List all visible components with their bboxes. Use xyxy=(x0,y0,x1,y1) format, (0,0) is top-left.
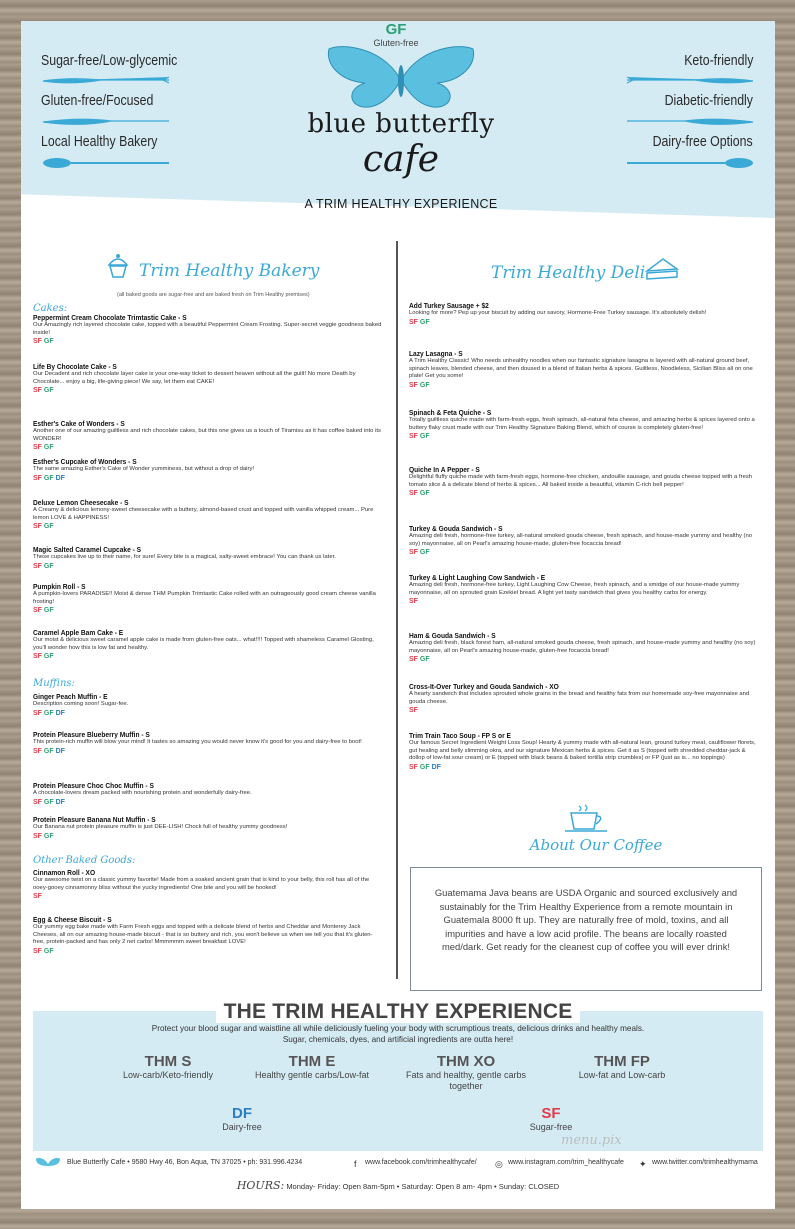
tag-sf: SF xyxy=(409,656,418,664)
item-tags xyxy=(33,832,383,841)
item-description: These cupcakes live up to their name, for sure! Every bite is a magical, salty-sweet embrace! You can thank us later. xyxy=(33,554,336,560)
item-description: A Trim Healthy Classic! Who needs unhealthy noodles when our fantastic signature lasagna is layered with all-natural ground beef, spinach leaves, blended cheese, and then doused in a blend of Italian herbs & spices. Guiltless, Noodleless, Sicilian Bliss all on one plate! Get you some! xyxy=(409,358,753,380)
knife-icon xyxy=(41,116,171,128)
item-name: Protein Pleasure Choc Choc Muffin - S xyxy=(33,781,154,790)
thm-s-code: THM S xyxy=(144,1053,192,1070)
feature-sugar-free: Sugar-free/Low-glycemic xyxy=(41,53,178,69)
item-tags xyxy=(33,747,383,756)
tag-sf: SF xyxy=(33,893,42,901)
menu-item xyxy=(409,731,761,772)
item-description: Amazing deli fresh, hormone-free turkey, all-natural smoked gouda cheese, fresh spinach, and house-made yummy and healthy (no soy) mayonnaise, all on Pearl's amazing house-made, gluten-free focaccia bread! xyxy=(409,533,753,547)
item-tags xyxy=(409,706,761,715)
item-name: Quiche In A Pepper - S xyxy=(409,465,480,474)
thm-fp-label: Low-fat and Low-carb xyxy=(578,1070,666,1080)
item-name: Trim Train Taco Soup - FP S or E xyxy=(409,731,511,740)
menu-item xyxy=(33,457,383,483)
tag-sf: SF xyxy=(33,607,42,615)
thm-xo xyxy=(401,1053,531,1092)
thm-e xyxy=(233,1053,391,1081)
item-tags xyxy=(409,548,761,557)
tag-gf: GF xyxy=(419,763,430,771)
item-tags xyxy=(33,562,383,571)
tag-gf: GF xyxy=(43,747,54,755)
item-description: Our Banana nut protein pleasure muffin is just DEE-LISH! Chock full of healthy yummy goodness! xyxy=(33,824,288,830)
menu-item xyxy=(409,524,761,557)
knife-icon-right xyxy=(625,116,755,128)
menu-item xyxy=(409,349,761,390)
item-description: Amazing deli fresh, black forest ham, all-natural smoked gouda cheese, fresh spinach, and house-made yummy and healthy (no soy) mayonnaise, all on Pearl's amazing house-made, gluten-free focaccia bread! xyxy=(409,640,756,654)
tag-sf: SF xyxy=(33,798,42,806)
item-name: Ham & Gouda Sandwich - S xyxy=(409,631,496,640)
menu-item xyxy=(409,682,761,715)
tag-sf: SF xyxy=(409,598,418,606)
item-tags xyxy=(33,798,383,807)
item-description: Delightful fluffy quiche made with farm-fresh eggs, hormone-free chicken, andouille sausage, and gouda cheese topped with a fresh tomato slice & a delicate blend of herbs & spices... All baked inside a beautiful, vitamin C-rich bell pepper! xyxy=(409,474,753,488)
item-tags xyxy=(409,432,761,441)
item-name: Esther's Cake of Wonders - S xyxy=(33,419,125,428)
item-tags xyxy=(33,709,383,718)
item-tags xyxy=(409,597,761,606)
menu-item xyxy=(409,631,761,664)
item-description: Amazing deli fresh, hormone-free turkey, Light Laughing Cow Cheese, fresh spinach, and a smidge of our house-made yummy mayonnaise, all on sprouted grain Ezekiel bread. A light yet tasty sandwich that gives you healthy carbs for energy. xyxy=(409,582,740,596)
tag-sf: SF xyxy=(33,947,42,955)
item-description: A pumpkin-lovers PARADISE!! Moist & dense THM Pumpkin Trimtastic Cake rolled with an outrageously good cream cheese vanilla frosting! xyxy=(33,591,376,605)
coffee-cup-icon xyxy=(563,803,609,835)
item-tags xyxy=(409,655,761,664)
thm-title: THE TRIM HEALTHY EXPERIENCE xyxy=(216,1000,581,1023)
item-description: Our yummy egg bake made with Farm Fresh eggs and topped with a delicate blend of herbs and Cheddar and Monterey Jack Cheeses, all on our amazing house-made biscuit - that is so buttery and rich, you won't believe us when we tell you that it's gluten-free, protein-packed and has only 2 net carbs! Mmmmmm sweet breakfast LOVE! xyxy=(33,924,373,946)
thm-intro xyxy=(21,1023,775,1045)
section-cakes: Cakes: xyxy=(33,303,68,314)
tag-gf: GF xyxy=(43,444,54,452)
item-description: Our awesome twist on a classic yummy favorite! Made from a soaked ancient grain that is kind to your belly, this roll has all of the ooey-gooey cinnamonny bliss without the yucky ingredients! One bite and you will be hooked! xyxy=(33,877,370,891)
tag-gf: GF xyxy=(43,798,54,806)
item-tags xyxy=(409,763,761,772)
tag-gf: GF xyxy=(43,947,54,955)
coffee-title: About Our Coffee xyxy=(529,836,663,854)
item-tags xyxy=(33,947,383,956)
item-name: Protein Pleasure Banana Nut Muffin - S xyxy=(33,815,156,824)
feature-diabetic: Diabetic-friendly xyxy=(664,93,753,109)
tag-sf: SF xyxy=(409,433,418,441)
footer-instagram[interactable]: www.instagram.com/trim_healthycafe xyxy=(508,1159,624,1166)
footer-facebook[interactable]: www.facebook.com/trimhealthycafe/ xyxy=(365,1159,477,1166)
tag-gf: GF xyxy=(43,474,54,482)
menu-item xyxy=(409,301,761,327)
sandwich-icon xyxy=(645,257,679,281)
menu-item xyxy=(33,419,383,452)
item-name: Turkey & Gouda Sandwich - S xyxy=(409,524,503,533)
item-name: Caramel Apple Bam Cake - E xyxy=(33,628,124,637)
tag-gf: GF xyxy=(419,381,430,389)
tag-sf: SF xyxy=(33,653,42,661)
footer-address: Blue Butterfly Cafe • 9580 Hwy 46, Bon Aqua, TN 37025 • ph: 931.996.4234 xyxy=(67,1159,303,1166)
tag-sf: SF xyxy=(409,549,418,557)
menu-item xyxy=(33,545,383,571)
item-description: Looking for more? Pep up your biscuit by adding our savory, Hormone-Free Turkey sausage. It's absolutely delish! xyxy=(409,310,707,316)
tag-sf: SF xyxy=(33,747,42,755)
tag-sf: SF xyxy=(409,318,418,326)
item-name: Peppermint Cream Chocolate Trimtastic Cake - S xyxy=(33,313,187,322)
tag-df: DF xyxy=(55,747,65,755)
menu-sheet xyxy=(21,21,775,1209)
thm-fp xyxy=(557,1053,687,1081)
tag-df-code: DF xyxy=(232,1105,252,1122)
item-name: Egg & Cheese Biscuit - S xyxy=(33,915,112,924)
menu-item xyxy=(33,730,383,756)
column-divider xyxy=(396,241,398,979)
tag-sf: SF xyxy=(409,490,418,498)
tag-gf: GF xyxy=(43,709,54,717)
item-description: Our Decadent and rich chocolate layer cake is your one-way ticket to dessert heaven without all the guilt! No more Death by Chocolate... enjoy a big, life-giving piece! We say, let them eat CAKE! xyxy=(33,371,356,385)
tag-gf-code: GF xyxy=(385,21,407,38)
tag-gf: GF xyxy=(43,832,54,840)
tag-sf: SF xyxy=(33,444,42,452)
thm-xo-code: THM XO xyxy=(436,1053,496,1070)
instagram-icon: ◎ xyxy=(495,1159,503,1169)
feature-dairy-free: Dairy-free Options xyxy=(652,134,753,150)
item-description: This protein-rich muffin will blow your mind! It tastes so amazing you would never know it's good for you and dairy-free to boot! xyxy=(33,739,362,745)
tag-gf: GF xyxy=(419,549,430,557)
item-description: A Creamy & delicious lemony-sweet cheesecake with a buttery, almond-based crust and topped with vanilla whipped cream... Pure lemon LOVE & HAPPINESS! xyxy=(33,507,374,521)
tag-sf: SF xyxy=(33,709,42,717)
tag-gf: GF xyxy=(419,490,430,498)
thm-line2: Sugar, chemicals, dyes, and artificial ingredients are outta here! xyxy=(282,1035,514,1044)
tag-sf: SF xyxy=(33,474,42,482)
item-tags xyxy=(33,337,383,346)
item-name: Deluxe Lemon Cheesecake - S xyxy=(33,498,129,507)
menu-item xyxy=(409,573,761,606)
cupcake-icon xyxy=(105,251,131,279)
menu-item xyxy=(33,498,383,531)
tag-sf xyxy=(496,1105,606,1133)
item-description: Our famous Secret Ingredient Weight Loss Soup! Hearty & yummy made with all-natural lean, ground turkey meat, cauliflower florets, gut healing and belly slimming okra, and our signature Mexican herbs & spices. Get it as S (topped with shredded cheddar-jack & dollop of low-fat sour cream) or E (topped with black beans & baked tortilla strip crumbles) or FP (just as is... no toppings) xyxy=(409,740,756,762)
item-name: Lazy Lasagna - S xyxy=(409,349,463,358)
item-name: Magic Salted Caramel Cupcake - S xyxy=(33,545,142,554)
tag-df: DF xyxy=(55,709,65,717)
bakery-note: (all baked goods are sugar-free and are baked fresh on Trim Healthy premises) xyxy=(117,292,310,298)
fork-icon-right xyxy=(625,75,755,87)
feature-local-bakery: Local Healthy Bakery xyxy=(41,134,158,150)
feature-gluten-free: Gluten-free/Focused xyxy=(41,93,154,109)
tag-sf: SF xyxy=(33,338,42,346)
menu-item xyxy=(409,408,761,441)
tag-gf: GF xyxy=(43,338,54,346)
tag-gf: GF xyxy=(43,387,54,395)
item-name: Add Turkey Sausage + $2 xyxy=(409,301,489,310)
brand-name: blue butterfly xyxy=(307,109,495,139)
tag-sf: SF xyxy=(409,381,418,389)
item-tags xyxy=(409,318,761,327)
tag-sf: SF xyxy=(33,832,42,840)
thm-e-label: Healthy gentle carbs/Low-fat xyxy=(254,1070,370,1080)
watermark: menu.pix xyxy=(561,1133,622,1148)
tag-gf xyxy=(341,21,451,49)
thm-line1: Protect your blood sugar and waistline all while deliciously fueling your body with scrumptious treats, delicious drinks and healthy meals. xyxy=(151,1024,645,1033)
item-description: The same amazing Esther's Cake of Wonder yumminess, but without a drop of dairy! xyxy=(33,466,255,472)
coffee-box xyxy=(410,867,762,991)
feature-keto: Keto-friendly xyxy=(683,53,753,69)
item-name: Life By Chocolate Cake - S xyxy=(33,362,117,371)
tag-df-label: Dairy-free xyxy=(222,1122,262,1132)
spoon-icon-right xyxy=(625,157,755,169)
item-description: Description coming soon! Sugar-fee. xyxy=(33,701,129,707)
section-muffins: Muffins: xyxy=(33,678,75,689)
menu-item xyxy=(33,692,383,718)
tag-gf: GF xyxy=(419,318,430,326)
footer-twitter[interactable]: www.twitter.com/trimhealthymama xyxy=(652,1159,758,1166)
item-description: Our moist & delicious sweet caramel apple cake is made from gluten-free oats... what!!!! Topped with shameless Caramel Glosting, you'll wonder how this is low fat and healthy. xyxy=(33,637,374,651)
tag-df xyxy=(187,1105,297,1133)
item-tags xyxy=(409,489,761,498)
tag-gf-label: Gluten-free xyxy=(373,38,419,48)
item-tags xyxy=(33,474,383,483)
spoon-icon xyxy=(41,157,171,169)
menu-item xyxy=(33,313,383,346)
item-tags xyxy=(33,892,383,901)
menu-item xyxy=(33,628,383,661)
fork-icon xyxy=(41,75,171,87)
item-name: Pumpkin Roll - S xyxy=(33,582,86,591)
twitter-icon: ✦ xyxy=(639,1159,647,1169)
item-name: Protein Pleasure Blueberry Muffin - S xyxy=(33,730,150,739)
item-description: Totally guiltless quiche made with farm-fresh eggs, fresh spinach, all-natural feta cheese, and amazing herbs & spices layered onto a buttery flaky crust made with our Trim Healthy Signature Baking Blend, which of course is completely gluten-free! xyxy=(409,417,755,431)
tag-sf: SF xyxy=(409,763,418,771)
tag-sf: SF xyxy=(33,387,42,395)
menu-item xyxy=(33,815,383,841)
thm-s-label: Low-carb/Keto-friendly xyxy=(122,1070,214,1080)
item-tags xyxy=(33,522,383,531)
facebook-icon: f xyxy=(354,1159,357,1169)
item-description: Our Amazingly rich layered chocolate cake, topped with a beautiful Peppermint Cream Frosting. Super-secret veggie goodness baked inside! xyxy=(33,322,382,336)
menu-item xyxy=(33,582,383,615)
item-tags xyxy=(409,381,761,390)
coffee-text: Guatemama Java beans are USDA Organic and sourced exclusively and sustainably for the Trim Healthy Experience from a remote mountain in Guatemala 8000 ft up. They are naturally free of mold, toxins, and all impurities and have a low acid profile. The beans are locally roasted med/dark. Get ready for the cleanest cup of coffee you will ever drink! xyxy=(434,887,738,952)
menu-item xyxy=(33,868,383,901)
tag-sf: SF xyxy=(409,707,418,715)
footer-hours xyxy=(21,1179,775,1192)
footer-butterfly-icon xyxy=(35,1157,61,1171)
thm-xo-label: Fats and healthy, gentle carbs together xyxy=(406,1070,526,1091)
tag-gf: GF xyxy=(43,607,54,615)
deli-title: Trim Healthy Deli xyxy=(491,263,646,283)
item-name: Spinach & Feta Quiche - S xyxy=(409,408,492,417)
item-name: Ginger Peach Muffin - E xyxy=(33,692,108,701)
brand-cafe: cafe xyxy=(362,139,440,180)
item-tags xyxy=(33,386,383,395)
item-tags xyxy=(33,652,383,661)
tag-gf: GF xyxy=(43,653,54,661)
tag-sf: SF xyxy=(33,562,42,570)
thm-s xyxy=(103,1053,233,1081)
item-description: Another one of our amazing guiltless and rich chocolate cakes, but this one gives us a touch of Tiramisu as it has coffee baked into its WONDER! xyxy=(33,428,381,442)
item-description: A hearty sandwich that includes sprouted whole grains in the bread and healthy fats from our homemade soy-free mayonnaise and gouda cheese. xyxy=(409,691,750,705)
item-name: Esther's Cupcake of Wonders - S xyxy=(33,457,137,466)
thm-e-code: THM E xyxy=(288,1053,336,1070)
menu-item xyxy=(33,362,383,395)
thm-fp-code: THM FP xyxy=(594,1053,650,1070)
tag-sf-label: Sugar-free xyxy=(529,1122,573,1132)
tag-sf: SF xyxy=(33,523,42,531)
item-tags xyxy=(33,606,383,615)
tag-gf: GF xyxy=(419,656,430,664)
item-name: Cross-It-Over Turkey and Gouda Sandwich - XO xyxy=(409,682,559,691)
hours-text: Monday- Friday: Open 8am-5pm • Saturday: Open 8 am- 4pm • Sunday: CLOSED xyxy=(286,1182,560,1191)
tag-df: DF xyxy=(55,798,65,806)
tagline: A TRIM HEALTHY EXPERIENCE xyxy=(304,197,498,211)
item-tags xyxy=(33,443,383,452)
hours-label: HOURS: xyxy=(236,1179,285,1192)
menu-item xyxy=(409,465,761,498)
tag-df: DF xyxy=(431,763,441,771)
item-description: A chocolate-lovers dream packed with nourishing protein and wonderfully dairy-free. xyxy=(33,790,252,796)
section-other: Other Baked Goods: xyxy=(33,855,136,866)
bakery-title: Trim Healthy Bakery xyxy=(139,261,320,281)
tag-df: DF xyxy=(55,474,65,482)
item-name: Turkey & Light Laughing Cow Sandwich - E xyxy=(409,573,546,582)
tag-sf-code: SF xyxy=(541,1105,561,1122)
butterfly-logo-icon xyxy=(321,43,481,111)
tag-gf: GF xyxy=(43,523,54,531)
menu-item xyxy=(33,915,383,956)
item-name: Cinnamon Roll - XO xyxy=(33,868,96,877)
thm-title-wrap xyxy=(21,1000,775,1024)
tag-gf: GF xyxy=(43,562,54,570)
tag-gf: GF xyxy=(419,433,430,441)
menu-item xyxy=(33,781,383,807)
